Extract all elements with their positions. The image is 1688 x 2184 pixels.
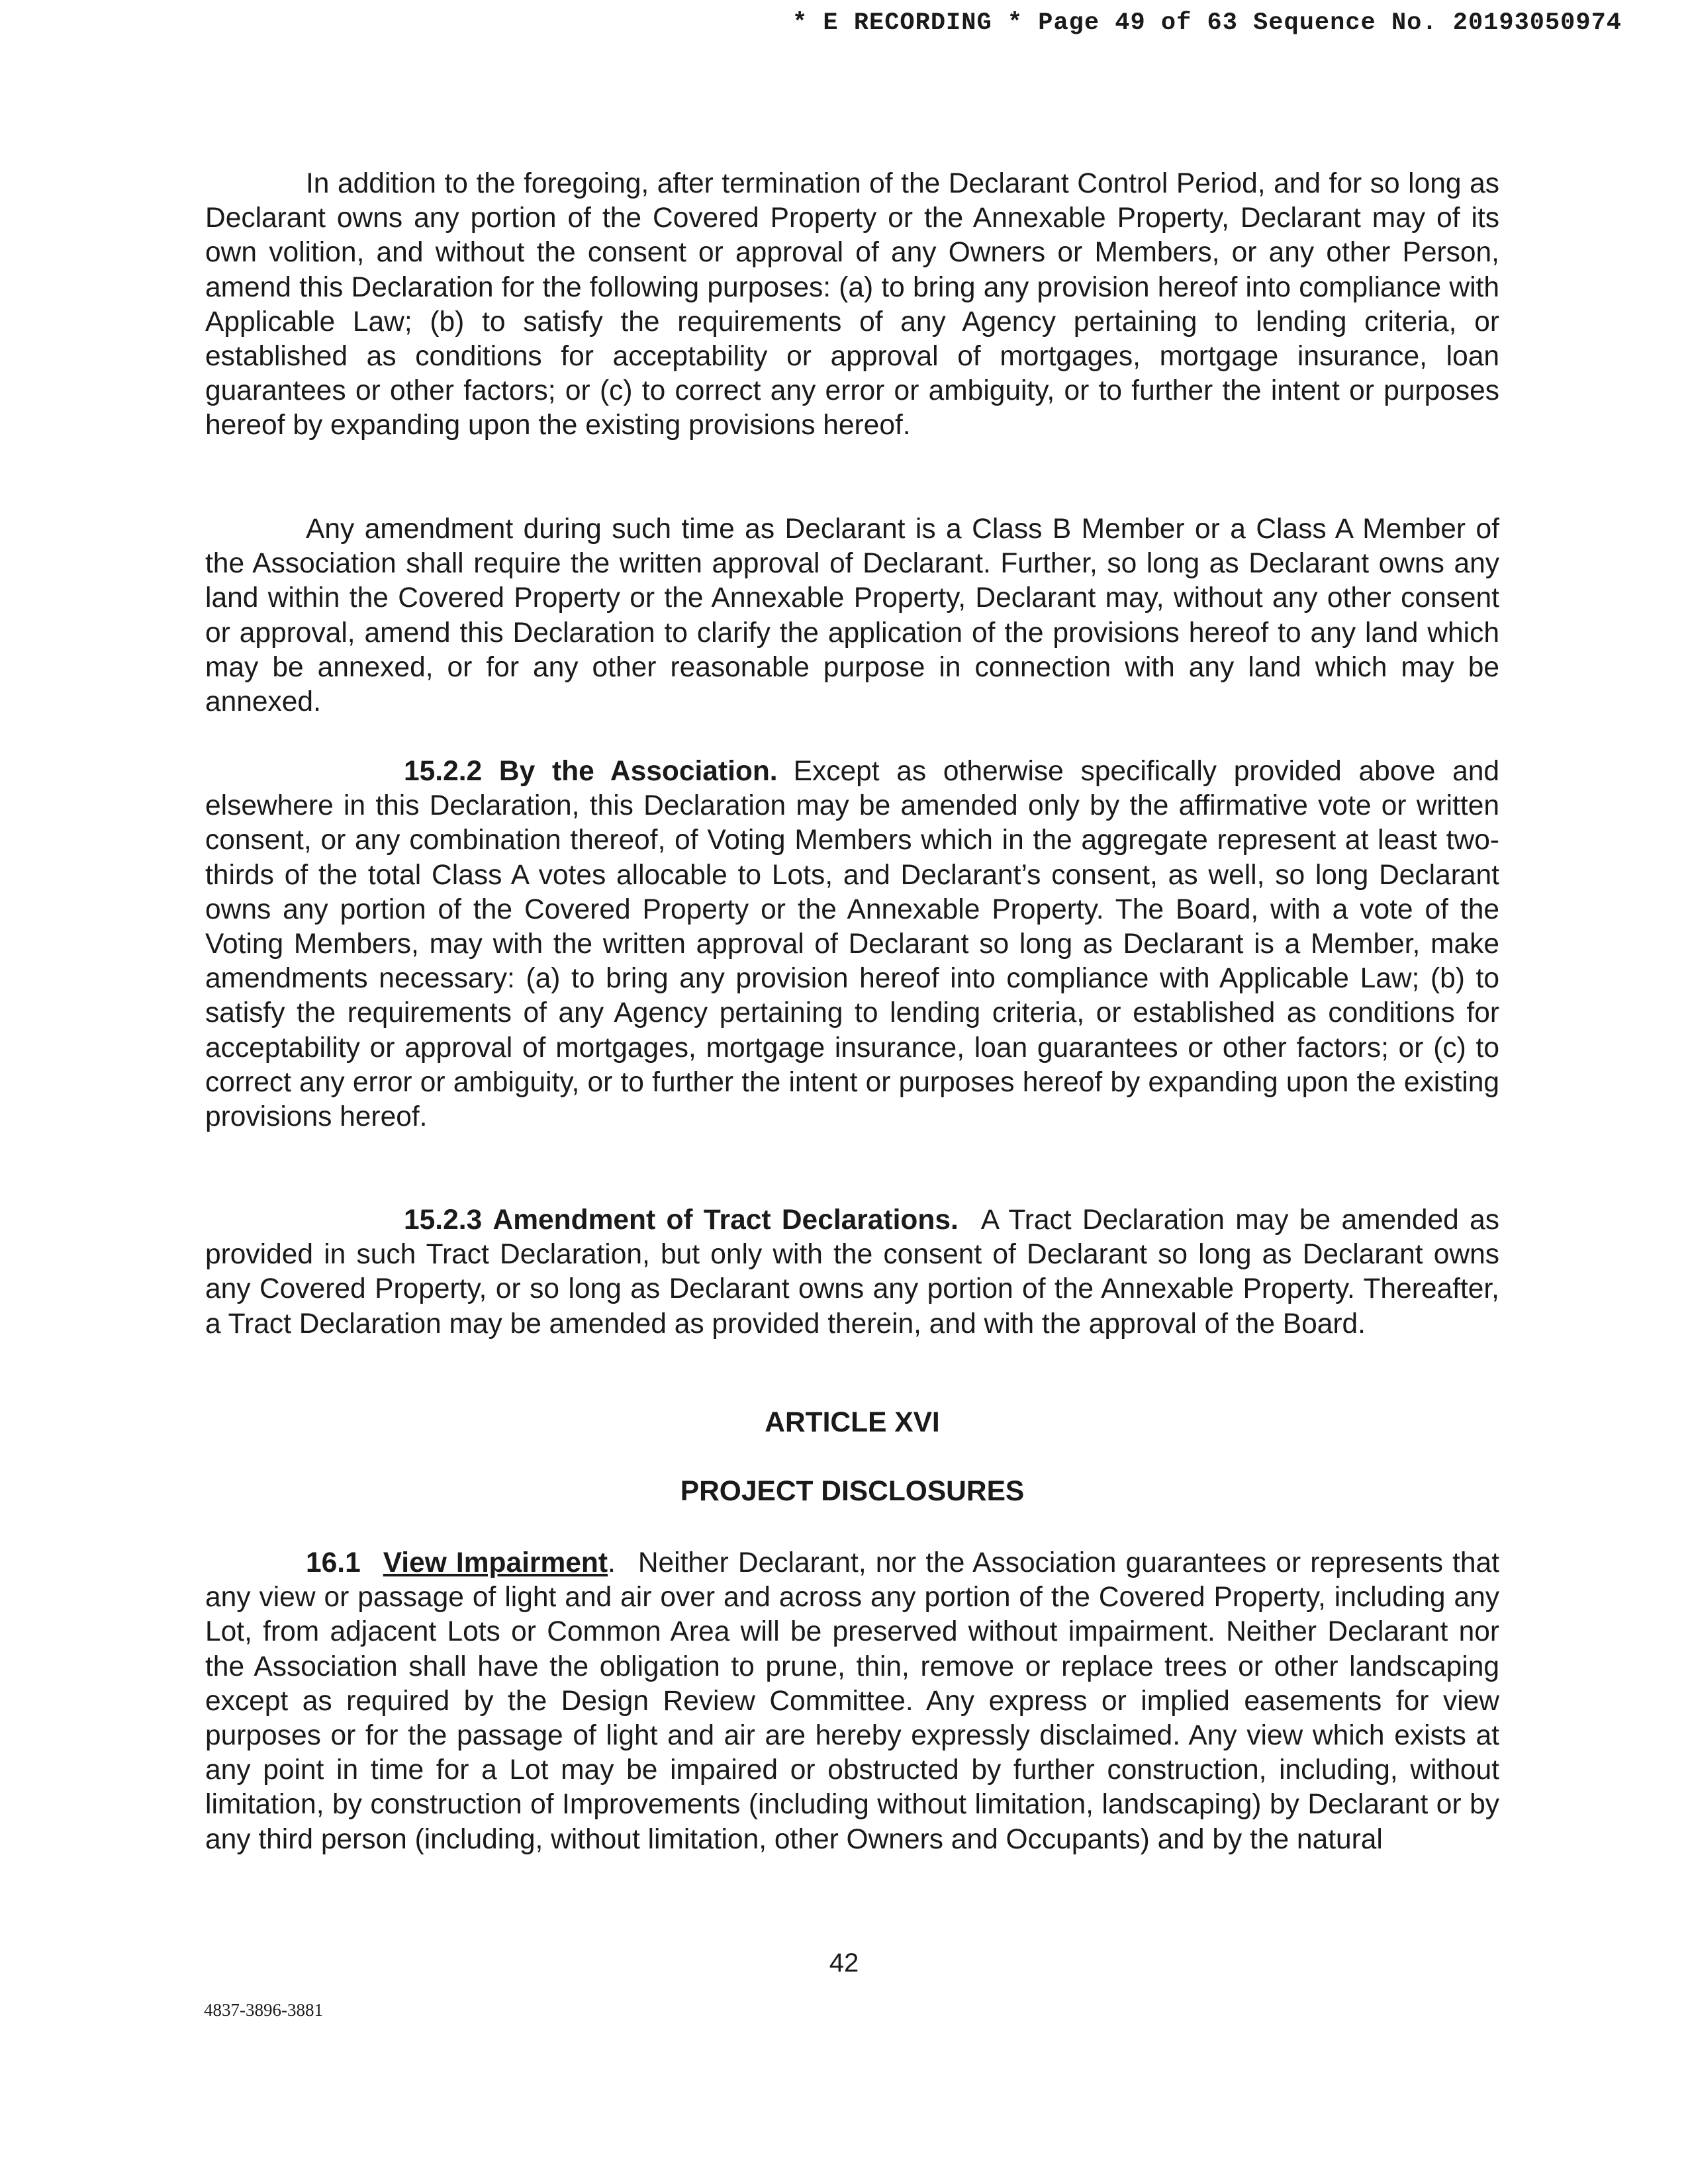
section-15-2-3 — [205, 1203, 1499, 1342]
paragraph-class-b-approval: Any amendment during such time as Declarant is a Class B Member or a Class A Member of the Association shall require the written approval of Declarant. Further, so long as Declarant owns any land within the Covered Property or the Annexable Property, Declarant may, without any other consent or approval, amend this Declaration to clarify the application of the provisions hereof to any land which may be annexed, or for any other reasonable purpose in connection with any land which may be annexed. — [205, 514, 1499, 718]
section-15-2-2-text: Except as otherwise specifically provided above and elsewhere in this Declaration, this Declaration may be amended only by the affirmative vote or written consent, or any combination thereof, of Voting Members which in the aggregate represent at least two-thirds of the total Class A votes allocable to Lots, and Declarant’s consent, as well, so long Declarant owns any portion of the Covered Property or the Annexable Property. The Board, with a vote of the Voting Members, may with the written approval of Declarant so long as Declarant is a Member, make amendments necessary: (a) to bring any provision hereof into compliance with Applicable Law; (b) to satisfy the requirements of any Agency pertaining to lending criteria, or established as conditions for acceptability or approval of mortgages, mortgage insurance, loan guarantees or other factors; or (c) to correct any error or ambiguity, or to further the intent or purposes hereof by expanding upon the existing provisions hereof. — [205, 756, 1499, 1133]
section-15-2-2-number: 15.2.2 — [404, 756, 483, 787]
section-15-2-2-period: . — [769, 756, 778, 787]
section-15-2-3-number: 15.2.3 — [404, 1205, 483, 1236]
document-id: 4837-3896-3881 — [204, 2000, 323, 2020]
section-15-2-3-text: A Tract Declaration may be amended as provided in such Tract Declaration, but only with the consent of Declarant so long as Declarant owns any Covered Property, or so long as Declarant owns any portion of the Annexable Property. Thereafter, a Tract Declaration may be amended as provided therein, and with the approval of the Board. — [205, 1205, 1499, 1340]
section-15-2-3-period: . — [950, 1205, 959, 1236]
section-16-1-period: . — [608, 1547, 616, 1578]
section-16-1-title: View Impairment — [383, 1547, 608, 1578]
section-16-1-text: Neither Declarant, nor the Association guarantees or represents that any view or passage of light and air over and across any portion of the Covered Property, including any Lot, from adjacent Lots or Common Area will be preserved without impairment. Neither Declarant nor the Association shall have the obligation to prune, thin, remove or replace trees or other landscaping except as required by the Design Review Committee. Any express or implied easements for view purposes or for the passage of light and air are hereby expressly disclaimed. Any view which exists at any point in time for a Lot may be impaired or obstructed by further construction, including, without limitation, by construction of Improvements (including without limitation, landscaping) by Declarant or by any third person (including, without limitation, other Owners and Occupants) and by the natural — [205, 1547, 1499, 1855]
section-16-1-number: 16.1 — [306, 1547, 361, 1578]
recording-header: * E RECORDING * Page 49 of 63 Sequence No. 20193050974 — [792, 9, 1622, 37]
section-15-2-2 — [205, 754, 1499, 1134]
paragraph-amendment-by-declarant: In addition to the foregoing, after termination of the Declarant Control Period, and for so long as Declarant owns any portion of the Covered Property or the Annexable Property, Declarant may of its own volition, and without the consent or approval of any Owners or Members, or any other Person, amend this Declaration for the following purposes: (a) to bring any provision hereof into compliance with Applicable Law; (b) to satisfy the requirements of any Agency pertaining to lending criteria, or established as conditions for acceptability or approval of mortgages, mortgage insurance, loan guarantees or other factors; or (c) to correct any error or ambiguity, or to further the intent or purposes hereof by expanding upon the existing provisions hereof. — [205, 168, 1499, 441]
section-15-2-3-title: Amendment of Tract Declarations — [492, 1205, 951, 1236]
article-number: ARTICLE XVI — [765, 1407, 940, 1438]
section-15-2-2-title: By the Association — [498, 756, 770, 787]
article-title: PROJECT DISCLOSURES — [680, 1476, 1025, 1507]
page-number: 42 — [829, 1948, 859, 1978]
section-16-1 — [205, 1546, 1499, 1857]
